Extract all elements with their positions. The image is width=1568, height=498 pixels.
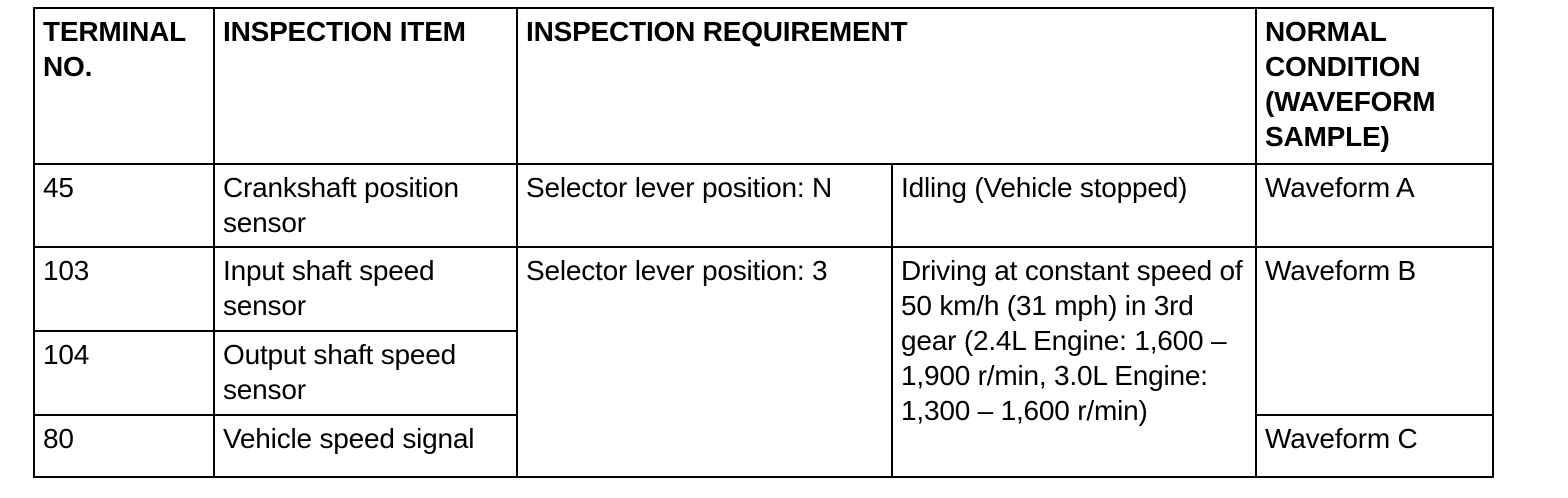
inspection-item-cell: Crankshaft position sensor: [214, 164, 517, 247]
inspection-item-cell: Output shaft speed sensor: [214, 331, 517, 415]
header-inspection-requirement: INSPECTION REQUIREMENT: [517, 8, 1256, 164]
inspection-item-cell: Input shaft speed sensor: [214, 247, 517, 331]
table-header-row: [34, 8, 1493, 164]
table-row: [34, 164, 1493, 247]
selector-position-cell: Selector lever position: N: [517, 164, 892, 247]
terminal-cell: 104: [34, 331, 214, 415]
normal-condition-cell: Waveform C: [1256, 415, 1493, 477]
normal-condition-cell: Waveform B: [1256, 247, 1493, 415]
terminal-cell: 103: [34, 247, 214, 331]
inspection-table: [33, 7, 1494, 478]
header-terminal-no: TERMINAL NO.: [34, 8, 214, 164]
condition-cell: Driving at constant speed of 50 km/h (31 mph) in 3rd gear (2.4L Engine: 1,600 – 1,900 r/min, 3.0L Engine: 1,300 – 1,600 r/min): [892, 247, 1256, 477]
terminal-cell: 45: [34, 164, 214, 247]
table-row: [34, 247, 1493, 331]
condition-cell: Idling (Vehicle stopped): [892, 164, 1256, 247]
terminal-cell: 80: [34, 415, 214, 477]
header-normal-condition: NORMAL CONDITION (WAVEFORM SAMPLE): [1256, 8, 1493, 164]
header-inspection-item: INSPECTION ITEM: [214, 8, 517, 164]
inspection-item-cell: Vehicle speed signal: [214, 415, 517, 477]
selector-position-cell: Selector lever position: 3: [517, 247, 892, 477]
normal-condition-cell: Waveform A: [1256, 164, 1493, 247]
